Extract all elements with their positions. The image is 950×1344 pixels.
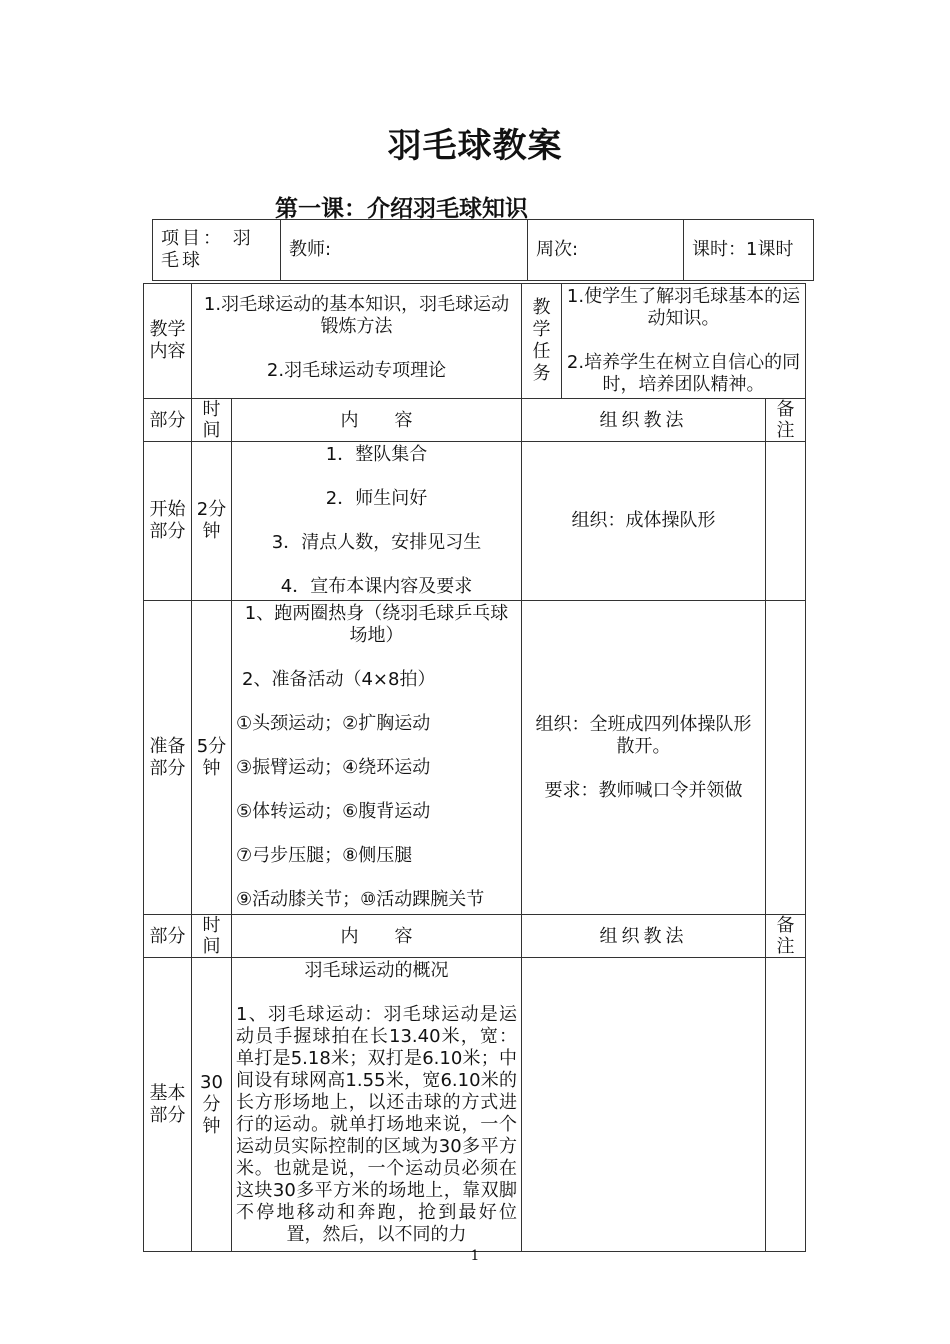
- lesson-table: [143, 283, 806, 1252]
- section-time: 5分钟: [192, 601, 232, 915]
- column-header-row: [144, 915, 806, 958]
- header-method: 组织教法: [522, 915, 766, 958]
- method-line: 要求：教师喊口令并领做: [544, 779, 743, 801]
- teaching-task: [562, 284, 806, 399]
- teaching-content-item: 2.羽毛球运动专项理论: [266, 360, 447, 381]
- section-content: [232, 442, 522, 601]
- header-content: 内 容: [232, 399, 522, 442]
- teaching-task-item: 2.培养学生在树立自信心的同时，培养团队精神。: [566, 352, 801, 395]
- section-time: 2分钟: [192, 442, 232, 601]
- method-line: 组织：全班成四列体操队形散开。: [535, 713, 752, 757]
- section-remark: [766, 958, 806, 1252]
- content-line: 1、跑两圈热身（绕羽毛球乒乓球场地）: [244, 603, 509, 646]
- teaching-task-item: 1.使学生了解羽毛球基本的运动知识。: [566, 286, 801, 329]
- header-remark: 备注: [766, 399, 806, 442]
- section-row-prepare: [144, 601, 806, 915]
- teaching-row: [144, 284, 806, 399]
- content-line: 2、准备活动（4×8拍）: [242, 669, 436, 690]
- content-line: 2．师生问好: [325, 488, 428, 509]
- section-time: 30分钟: [192, 958, 232, 1252]
- content-body: 1、羽毛球运动：羽毛球运动是运动员手握球拍在长13.40米，宽：单打是5.18米；双打是6.10米；中间设有球网高1.55米，宽6.10米的长方形场地上，以还击球的方式进行的运动。就单打场地来说，一个运动员实际控制的区域为30多平方米。也就是说，一个运动员必须在这块30多平方米的场地上，靠双脚不停地移动和奔跑，抢到最好位置，然后，以不同的力: [236, 1004, 518, 1245]
- section-row-start: [144, 442, 806, 601]
- document-title: 羽毛球教案: [387, 126, 563, 166]
- section-remark: [766, 601, 806, 915]
- header-content: 内 容: [232, 915, 522, 958]
- content-line: ⑤体转运动；⑥腹背运动: [236, 801, 431, 822]
- content-line: ③振臂运动；④绕环运动: [236, 757, 431, 778]
- content-title: 羽毛球运动的概况: [304, 960, 449, 981]
- header-remark: 备注: [766, 915, 806, 958]
- section-row-basic: [144, 958, 806, 1252]
- teaching-task-label: 教学任务: [522, 284, 562, 399]
- content-line: 1．整队集合: [325, 444, 428, 465]
- week-cell: 周次:: [528, 220, 684, 281]
- teacher-cell: 教师:: [281, 220, 528, 281]
- teaching-content-label: 教学内容: [144, 284, 192, 399]
- page-number: 1: [470, 1248, 480, 1264]
- section-remark: [766, 442, 806, 601]
- section-content: [232, 958, 522, 1252]
- lesson-subtitle: 第一课：介绍羽毛球知识: [275, 196, 528, 222]
- section-part: 开始部分: [144, 442, 192, 601]
- section-part: 基本部分: [144, 958, 192, 1252]
- content-line: 4．宣布本课内容及要求: [280, 576, 473, 597]
- method-line: 组织：成体操队形: [571, 510, 716, 531]
- content-line: ⑨活动膝关节；⑩活动踝腕关节: [236, 889, 485, 910]
- content-line: ⑦弓步压腿；⑧侧压腿: [236, 845, 413, 866]
- project-cell: 项目： 羽毛球: [153, 220, 281, 281]
- content-line: ①头颈运动；②扩胸运动: [236, 713, 431, 734]
- header-time: 时间: [192, 399, 232, 442]
- column-header-row: [144, 399, 806, 442]
- info-table: [152, 219, 814, 281]
- header-method: 组织教法: [522, 399, 766, 442]
- section-method: [522, 601, 766, 915]
- header-part: 部分: [144, 399, 192, 442]
- hours-cell: 课时：1课时: [684, 220, 814, 281]
- header-time: 时间: [192, 915, 232, 958]
- section-content: [232, 601, 522, 915]
- content-line: 3．清点人数，安排见习生: [271, 532, 482, 553]
- header-part: 部分: [144, 915, 192, 958]
- teaching-content: [192, 284, 522, 399]
- teaching-content-item: 1.羽毛球运动的基本知识，羽毛球运动锻炼方法: [203, 294, 510, 337]
- section-part: 准备部分: [144, 601, 192, 915]
- section-method: [522, 442, 766, 601]
- section-method: [522, 958, 766, 1252]
